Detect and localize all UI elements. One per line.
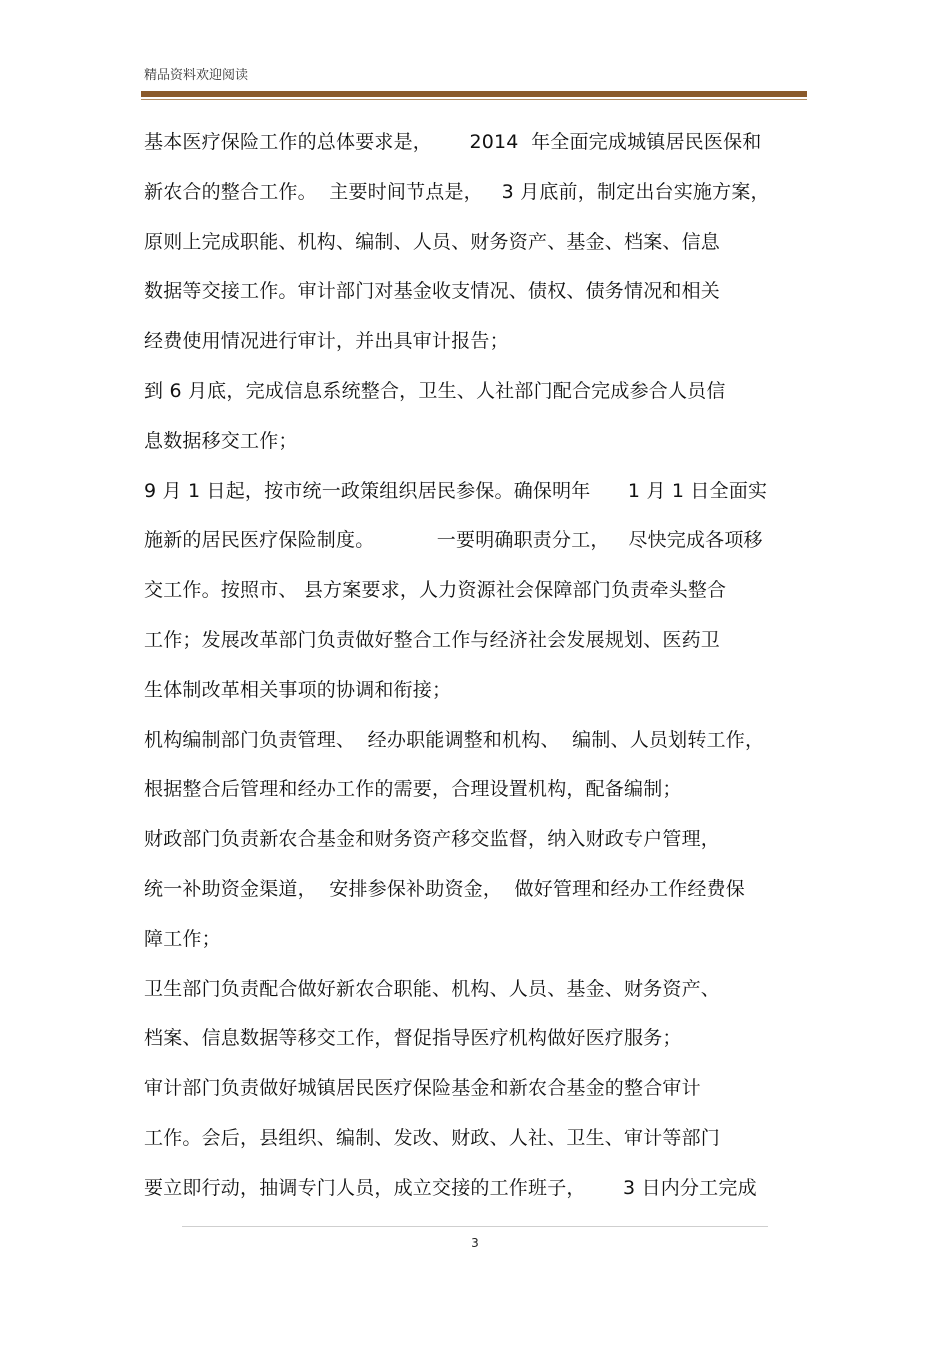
body-line: 息数据移交工作； [144, 429, 298, 452]
body-line: 要立即行动，抽调专门人员，成立交接的工作班子， 3 日内分工完成 [144, 1176, 757, 1199]
body-line: 基本医疗保险工作的总体要求是， 2014 年全面完成城镇居民医保和 [144, 131, 762, 153]
header-rule-thin [141, 99, 807, 100]
body-line: 工作；发展改革部门负责做好整合工作与经济社会发展规划、医药卫 [144, 628, 721, 651]
footer-rule [182, 1226, 768, 1227]
document-body [144, 120, 809, 1216]
body-line: 工作。会后，县组织、编制、发改、财政、人社、卫生、审计等部门 [144, 1126, 721, 1149]
body-line: 到 6 月底，完成信息系统整合，卫生、人社部门配合完成参合人员信 [144, 379, 726, 402]
body-line: 统一补助资金渠道， 安排参保补助资金， 做好管理和经办工作经费保 [144, 877, 745, 900]
body-line: 数据等交接工作。审计部门对基金收支情况、债权、债务情况和相关 [144, 280, 721, 303]
page-number: 3 [471, 1236, 479, 1250]
header-rule-thick [141, 91, 807, 97]
body-line: 卫生部门负责配合做好新农合职能、机构、人员、基金、财务资产、 [144, 977, 721, 1000]
body-line: 审计部门负责做好城镇居民医疗保险基金和新农合基金的整合审计 [144, 1077, 701, 1100]
body-line: 原则上完成职能、机构、编制、人员、财务资产、基金、档案、信息 [144, 230, 721, 253]
page-header: 精品资料欢迎阅读 [144, 68, 249, 83]
body-line: 机构编制部门负责管理、 经办职能调整和机构、 编制、人员划转工作， [144, 728, 765, 751]
body-line: 新农合的整合工作。 主要时间节点是， 3 月底前，制定出台实施方案， [144, 180, 770, 203]
body-line: 生体制改革相关事项的协调和衔接； [144, 678, 452, 701]
body-line: 财政部门负责新农合基金和财务资产移交监督，纳入财政专户管理， [144, 828, 721, 851]
body-line: 经费使用情况进行审计，并出具审计报告； [144, 330, 509, 353]
body-line: 障工作； [144, 927, 221, 950]
body-line: 9 月 1 日起，按市统一政策组织居民参保。确保明年 1 月 1 日全面实 [144, 479, 768, 502]
body-line: 档案、信息数据等移交工作，督促指导医疗机构做好医疗服务； [144, 1027, 682, 1050]
body-line: 施新的居民医疗保险制度。 一要明确职责分工， 尽快完成各项移 [144, 529, 763, 552]
body-line: 交工作。按照市、 县方案要求，人力资源社会保障部门负责牵头整合 [144, 579, 727, 602]
body-line: 根据整合后管理和经办工作的需要，合理设置机构，配备编制； [144, 778, 682, 801]
